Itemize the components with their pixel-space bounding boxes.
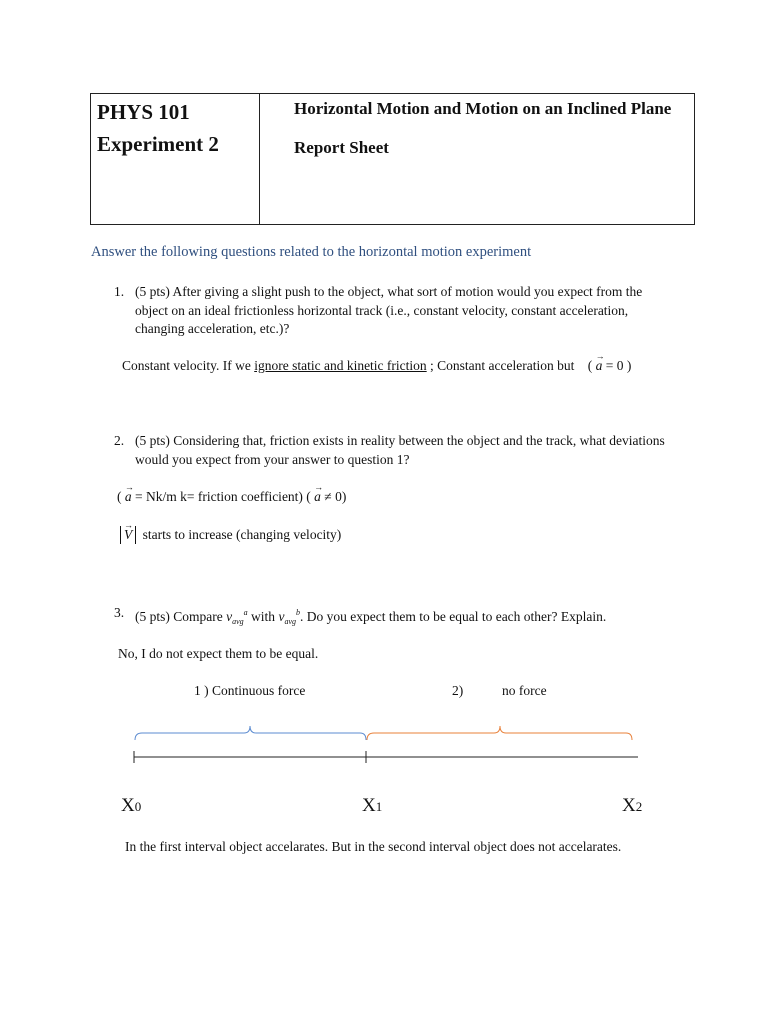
x-subscript: 0 [134,799,142,814]
question-line: (5 pts) After giving a slight push to the object, what sort of motion would you expect from the [135,284,643,299]
interval-1-label: 1 ) Continuous force [194,683,306,698]
question-number: 3. [114,605,125,620]
x-subscript: 1 [375,799,383,814]
course-code: PHYS 101 [97,100,190,124]
document-subtitle: Report Sheet [294,138,389,157]
velocity-symbol: v [278,609,285,624]
second-interval-brace [367,726,632,740]
answer-text: starts to increase (changing velocity) [142,527,342,542]
question-number: 2. [114,433,125,448]
answer-text: Constant velocity. If we [122,358,251,373]
x-subscript: 2 [635,799,643,814]
answer-text: ; Constant acceleration but [430,358,575,373]
acceleration-vector-symbol: → a [596,357,603,375]
paren: ( [117,489,122,504]
question-text [135,432,665,469]
answer-3-conclusion: In the first interval object accelarates. But in the second interval object does not accelarates. [125,839,622,854]
experiment-number: Experiment 2 [97,132,219,156]
question-2 [114,432,694,472]
x-symbol: X [622,795,636,816]
question-text-part: (5 pts) Compare [135,609,223,624]
interval-2-label: no force [502,683,547,698]
x2-label [622,795,642,817]
first-interval-brace [135,726,366,740]
acceleration-vector-symbol: → a [125,488,132,506]
question-line: (5 pts) Considering that, friction exists in reality between the object and the track, what deviations [135,433,665,448]
question-line: object on an ideal frictionless horizontal track (i.e., constant velocity, constant acceleration, [135,302,629,318]
velocity-symbol: v [226,609,233,624]
x-symbol: X [121,795,135,816]
avg-subscript: avg [232,617,244,626]
answer-underlined-text: ignore static and kinetic friction [254,358,427,373]
question-text [135,604,606,632]
answer-text: ≠ 0) [324,489,347,504]
x-symbol: X [362,795,376,816]
acceleration-vector-symbol: → a [314,488,321,506]
question-text [135,283,642,339]
header-table [90,93,695,225]
question-text-part: . Do you expect them to be equal to each other? Explain. [300,609,607,624]
title-cell [294,96,684,158]
x1-label [362,795,382,817]
question-text-part: with [251,609,276,624]
paren: ( [587,358,593,373]
course-cell [91,94,260,224]
velocity-magnitude [120,526,136,544]
question-line: changing acceleration, etc.)? [135,321,290,336]
interval-diagram [0,720,768,770]
document-title: Horizontal Motion and Motion on an Inclined Plane [294,99,672,118]
b-superscript: b [296,608,300,617]
answer-3-line-1: No, I do not expect them to be equal. [118,646,319,661]
question-number: 1. [114,284,125,299]
answer-1 [122,357,631,375]
x0-label [121,795,141,817]
a-superscript: a [243,608,248,617]
avg-subscript: avg [284,617,296,626]
section-heading: Answer the following questions related to the horizontal motion experiment [91,244,532,260]
velocity-vector-symbol: → V [124,526,132,544]
question-1 [114,283,694,343]
question-line: would you expect from your answer to question 1? [135,451,410,467]
answer-2-line-1 [117,488,346,506]
question-3 [114,604,694,628]
answer-text: = 0 ) [605,358,632,373]
interval-2-number: 2) [452,683,464,698]
answer-text: = Nk/m k= friction coefficient) ( [135,489,311,504]
answer-2-line-2 [120,526,341,544]
